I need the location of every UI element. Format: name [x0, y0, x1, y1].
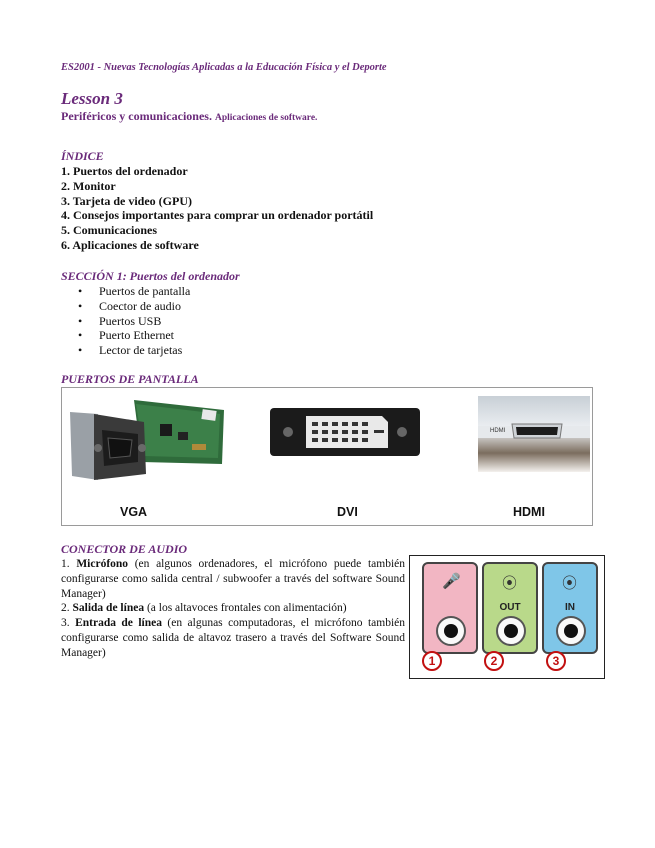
lesson-subtitle — [61, 109, 317, 124]
audio-item-3 — [61, 616, 405, 660]
vga-label: VGA — [120, 505, 148, 519]
item-term: Micrófono — [76, 558, 129, 570]
list-item: • Puertos USB — [78, 314, 190, 329]
indice-list — [61, 164, 373, 253]
audio-in-icon: ⦿ — [562, 574, 578, 592]
puertos-pantalla-heading: PUERTOS DE PANTALLA — [61, 372, 199, 386]
list-item: 6. Aplicaciones de software — [61, 237, 199, 252]
subtitle-main: Periféricos y comunicaciones. — [61, 109, 212, 123]
hdmi-port-image — [478, 396, 590, 472]
seccion1-list — [78, 284, 190, 358]
seccion1-heading: SECCIÓN 1: Puertos del ordenador — [61, 269, 240, 283]
list-item: 4. Consejos importantes para comprar un ordenador portátil — [61, 208, 374, 223]
hdmi-tag: HDMI — [490, 428, 506, 434]
item-term: Salida de línea — [72, 602, 145, 615]
list-item: • Puertos de pantalla — [78, 284, 190, 299]
list-item: • Lector de tarjetas — [78, 343, 190, 358]
item-number: 2. — [61, 602, 70, 615]
conector-audio-heading: CONECTOR DE AUDIO — [61, 542, 188, 556]
dvi-port-image — [270, 408, 420, 456]
dvi-label: DVI — [337, 505, 358, 519]
line-in-jack — [542, 562, 598, 654]
jack-socket — [436, 616, 466, 646]
item-text: (a los altavoces frontales con alimentación) — [144, 602, 347, 615]
audio-jacks-figure — [409, 555, 605, 679]
hdmi-label: HDMI — [513, 505, 545, 519]
list-item: • Coector de audio — [78, 299, 190, 314]
mic-jack — [422, 562, 478, 654]
jack-socket — [496, 616, 526, 646]
jack-number-badge: 1 — [422, 651, 442, 671]
jack-number-badge: 2 — [484, 651, 504, 671]
item-number: 1. — [61, 558, 70, 570]
list-item: 2. Monitor — [61, 178, 116, 193]
audio-item-1 — [61, 557, 405, 601]
audio-item-2 — [61, 601, 405, 616]
course-title: ES2001 - Nuevas Tecnologías Aplicadas a la Educación Física y el Deporte — [61, 62, 387, 73]
indice-heading: ÍNDICE — [61, 149, 104, 163]
list-item: 1. Puertos del ordenador — [61, 164, 188, 178]
audio-out-icon: ⦿ — [502, 574, 518, 592]
list-item: 3. Tarjeta de video (GPU) — [61, 193, 192, 208]
item-text: (en algunas computadoras, el micrófono también configurarse como salida de altavoz trasero a través del Software Sound Manager) — [61, 617, 405, 659]
subtitle-small: Aplicaciones de software. — [214, 113, 318, 123]
jack-label: IN — [565, 602, 575, 613]
lesson-title: Lesson 3 — [61, 89, 123, 108]
jack-number-badge: 3 — [546, 651, 566, 671]
list-item: • Puerto Ethernet — [78, 328, 190, 343]
microphone-icon: 🎤 — [442, 572, 461, 590]
line-out-jack — [482, 562, 538, 654]
hdmi-port-graphic — [478, 396, 590, 472]
jack-socket — [556, 616, 586, 646]
display-ports-figure — [61, 387, 593, 526]
audio-description — [61, 557, 405, 661]
item-text: (en algunos ordenadores, el micrófono puede también configurarse como salida central / subwoofer a través del software Sound Manager) — [61, 558, 405, 600]
list-item: 5. Comunicaciones — [61, 223, 157, 238]
item-term: Entrada de línea — [75, 617, 162, 630]
jack-label: OUT — [499, 602, 521, 613]
vga-port-image — [64, 392, 234, 497]
item-number: 3. — [61, 617, 70, 630]
